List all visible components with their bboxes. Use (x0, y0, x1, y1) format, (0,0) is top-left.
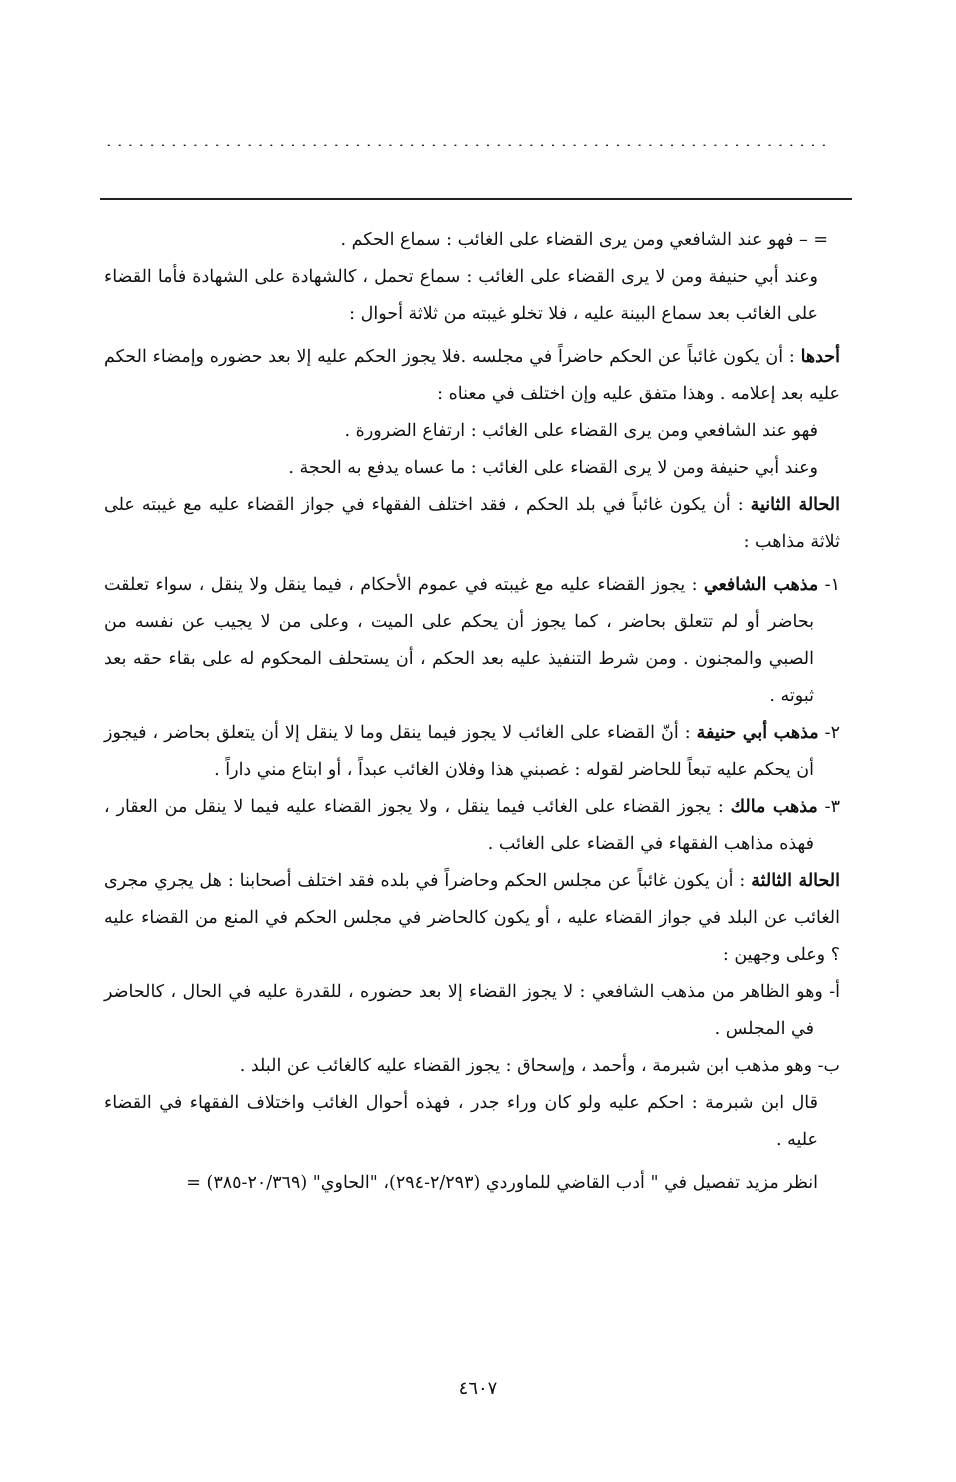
case-one-title: أحدها (800, 347, 840, 367)
madhhab-maliki-num: ٣- (817, 797, 840, 817)
madhhab-maliki (104, 789, 840, 863)
footnote-rule (100, 198, 852, 200)
madhhab-hanafi-text: : أنّ القضاء على الغائب لا يجوز فيما ينقل وما لا ينقل إلا أن يتعلق بحاضر ، فيجوز أن يحكم عليه تبعاً للحاضر لقوله : غصبني هذا وفلان الغائب عبداً ، أو ابتاع مني داراً . (104, 723, 814, 780)
case-one (104, 339, 840, 413)
dotted-separator: ................................................................... (104, 132, 830, 146)
madhhab-hanafi-num: ٢- (818, 723, 840, 743)
madhhab-maliki-title: مذهب مالك (730, 797, 818, 817)
footnote-body (104, 222, 840, 1202)
madhhab-shafii-num: ١- (818, 575, 840, 595)
madhhab-hanafi (104, 715, 840, 789)
case-one-shafii: فهو عند الشافعي ومن يرى القضاء على الغائب : ارتفاع الضرورة . (344, 421, 818, 441)
case-two-title: الحالة الثانية (750, 495, 840, 515)
case-two (104, 487, 840, 561)
case-one-text: : أن يكون غائباً عن الحكم حاضراً في مجلسه .فلا يجوز الحكم عليه إلا بعد حضوره وإمضاء الحكم عليه بعد إعلامه . وهذا متفق عليه وإن اختلف في معناه : (104, 347, 840, 404)
madhhab-maliki-text: : يجوز القضاء على الغائب فيما ينقل ، ولا يجوز القضاء عليه فيما لا ينقل من العقار ، فهذه مذاهب الفقهاء في القضاء على الغائب . (104, 797, 814, 854)
madhhab-shafii-title: مذهب الشافعي (703, 575, 819, 595)
madhhab-shafii-text: : يجوز القضاء عليه مع غيبته في عموم الأحكام ، فيما ينقل ولا ينقل ، سواء تعلقت بحاضر أو لم تتعلق بحاضر ، كما يجوز أن يحكم على الميت ، وعلى من لا يجيب عن نفسه من الصبي والمجنون . ومن شرط التنفيذ عليه بعد الحكم ، أن يستحلف المحكوم له على بقاء حقه بعد ثبوته . (104, 575, 814, 706)
madhhab-shafii (104, 567, 840, 715)
madhhab-hanafi-title: مذهب أبي حنيفة (696, 723, 819, 743)
view-a: أ- وهو الظاهر من مذهب الشافعي : لا يجوز القضاء إلا بعد حضوره ، للقدرة عليه في الحال ، كالحاضر في المجلس . (104, 982, 840, 1039)
case-one-hanafi: وعند أبي حنيفة ومن لا يرى القضاء على الغائب : ما عساه يدفع به الحجة . (288, 458, 818, 478)
case-three (104, 863, 840, 974)
case-two-text: : أن يكون غائباً في بلد الحكم ، فقد اختلف الفقهاء في جواز القضاء عليه مع غيبته على ثلاثة مذاهب : (104, 495, 840, 552)
page-number: ٤٦٠٧ (458, 1378, 498, 1399)
line-shafii-view: = – فهو عند الشافعي ومن يرى القضاء على الغائب : سماع الحكم . (340, 230, 828, 250)
case-three-text: : أن يكون غائباً عن مجلس الحكم وحاضراً في بلده فقد اختلف أصحابنا : هل يجري مجرى الغائب عن البلد في جواز القضاء عليه ، أو يكون كالحاضر في مجلس الحكم في المنع من القضاء عليه ؟ وعلى وجهين : (104, 871, 840, 965)
ibn-shubruma-quote: قال ابن شبرمة : احكم عليه ولو كان وراء جدر ، فهذه أحوال الغائب واختلاف الفقهاء في القضاء عليه . (104, 1093, 818, 1150)
line-hanafi-view: وعند أبي حنيفة ومن لا يرى القضاء على الغائب : سماع تحمل ، كالشهادة على الشهادة فأما القضاء على الغائب بعد سماع البينة عليه ، فلا تخلو غيبته من ثلاثة أحوال : (104, 267, 818, 324)
case-three-title: الحالة الثالثة (751, 871, 841, 891)
view-b: ب- وهو مذهب ابن شبرمة ، وأحمد ، وإسحاق : يجوز القضاء عليه كالغائب عن البلد . (239, 1056, 840, 1076)
reference-note: انظر مزيد تفصيل في " أدب القاضي للماوردي (٢/٢٩٣-٢٩٤)، "الحاوي" (٢٠/٣٦٩-٣٨٥) = (186, 1173, 818, 1193)
